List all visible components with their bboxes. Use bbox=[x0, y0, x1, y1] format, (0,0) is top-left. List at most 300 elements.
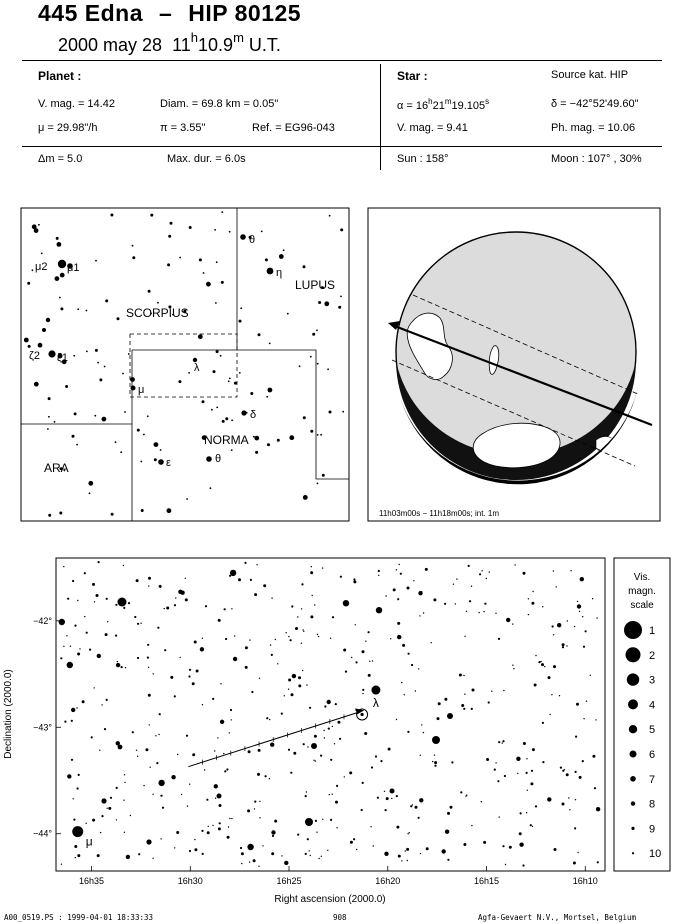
field-star bbox=[48, 416, 50, 418]
field-star bbox=[312, 595, 313, 596]
field-star bbox=[288, 689, 289, 690]
field-star bbox=[317, 363, 319, 365]
field-star bbox=[530, 782, 533, 785]
bright-field-star bbox=[390, 789, 395, 794]
field-star bbox=[450, 806, 453, 809]
field-star bbox=[553, 570, 554, 571]
field-star bbox=[99, 378, 102, 381]
field-star bbox=[411, 664, 413, 666]
field-star bbox=[460, 791, 462, 793]
field-star bbox=[128, 353, 130, 355]
field-star bbox=[192, 753, 195, 756]
max-duration: Max. dur. = 6.0s bbox=[167, 153, 246, 165]
field-star bbox=[219, 804, 222, 807]
field-star bbox=[421, 724, 422, 725]
legend-dot bbox=[632, 852, 634, 854]
star-chart bbox=[3, 558, 605, 905]
bright-star bbox=[240, 234, 246, 240]
field-star bbox=[484, 603, 486, 605]
field-star bbox=[415, 806, 418, 809]
legend-dot bbox=[630, 776, 636, 782]
field-star bbox=[122, 373, 124, 375]
field-star bbox=[568, 797, 569, 798]
label-lambda: λ bbox=[194, 362, 200, 374]
field-star bbox=[258, 333, 261, 336]
bright-field-star bbox=[118, 745, 123, 750]
field-star bbox=[442, 849, 446, 853]
field-star bbox=[534, 684, 537, 687]
bright-field-star bbox=[447, 713, 453, 719]
field-star bbox=[566, 773, 569, 776]
field-star bbox=[138, 853, 140, 855]
field-star bbox=[390, 638, 391, 639]
field-star bbox=[111, 513, 114, 516]
field-star bbox=[268, 388, 273, 393]
field-star bbox=[73, 355, 75, 357]
field-star bbox=[301, 643, 302, 644]
field-star bbox=[582, 616, 583, 617]
field-star bbox=[418, 668, 419, 669]
x-tick-label: 16h30 bbox=[177, 876, 203, 886]
legend-dot bbox=[630, 751, 637, 758]
field-star bbox=[332, 794, 333, 795]
field-star bbox=[345, 671, 347, 673]
field-star bbox=[486, 758, 489, 761]
bright-field-star bbox=[217, 794, 222, 799]
legend-magnitude: 3 bbox=[649, 674, 656, 687]
field-star bbox=[219, 822, 221, 824]
field-star bbox=[309, 707, 311, 709]
field-star bbox=[541, 663, 544, 666]
field-star bbox=[241, 863, 242, 864]
field-star bbox=[419, 615, 420, 616]
field-star bbox=[174, 604, 176, 606]
field-star bbox=[86, 310, 88, 312]
field-star bbox=[318, 858, 319, 859]
bright-star bbox=[46, 318, 50, 322]
field-star bbox=[407, 587, 410, 590]
field-star bbox=[342, 411, 344, 413]
object-name: 445 Edna bbox=[38, 0, 143, 26]
field-star bbox=[275, 639, 276, 640]
field-star bbox=[592, 598, 593, 599]
field-star bbox=[542, 606, 543, 607]
field-star bbox=[145, 748, 148, 751]
field-star bbox=[405, 850, 406, 851]
field-star bbox=[317, 483, 319, 485]
field-star bbox=[91, 736, 93, 738]
field-star bbox=[86, 632, 88, 634]
field-star bbox=[464, 636, 465, 637]
field-star bbox=[371, 766, 373, 768]
field-star bbox=[121, 666, 123, 668]
field-star bbox=[317, 434, 319, 436]
field-star bbox=[444, 603, 446, 605]
field-star bbox=[463, 675, 464, 676]
field-star bbox=[303, 416, 306, 419]
field-star bbox=[116, 663, 120, 667]
field-star bbox=[520, 812, 522, 814]
field-star bbox=[187, 805, 188, 806]
field-star bbox=[332, 616, 334, 618]
field-star bbox=[32, 224, 37, 229]
field-star bbox=[577, 852, 578, 853]
field-star bbox=[250, 579, 252, 581]
star-chart-frame bbox=[56, 558, 605, 871]
field-star bbox=[231, 818, 232, 819]
field-star bbox=[368, 674, 371, 677]
planet-motion: μ = 29.98"/h bbox=[38, 122, 98, 134]
field-star bbox=[343, 600, 349, 606]
field-star bbox=[70, 646, 71, 647]
field-star bbox=[225, 638, 227, 640]
field-star bbox=[97, 362, 99, 364]
field-star bbox=[322, 474, 325, 477]
field-star bbox=[314, 735, 317, 738]
field-star bbox=[214, 229, 216, 231]
field-star bbox=[362, 693, 363, 694]
legend-magnitude: 7 bbox=[649, 773, 656, 786]
field-star bbox=[393, 588, 396, 591]
field-star bbox=[586, 701, 587, 702]
field-star bbox=[421, 591, 422, 592]
field-star bbox=[322, 819, 323, 820]
field-star bbox=[269, 778, 270, 779]
field-star bbox=[238, 578, 241, 581]
field-star bbox=[57, 242, 62, 247]
field-star bbox=[299, 365, 301, 367]
field-star bbox=[180, 657, 181, 658]
field-star bbox=[562, 803, 565, 806]
field-star bbox=[327, 700, 331, 704]
field-star bbox=[281, 855, 282, 856]
field-star bbox=[150, 767, 151, 768]
field-star bbox=[324, 301, 329, 306]
field-star bbox=[257, 773, 260, 776]
field-star bbox=[149, 724, 150, 725]
y-tick-label: −42° bbox=[33, 615, 52, 626]
field-star bbox=[372, 660, 373, 661]
field-star bbox=[156, 762, 158, 764]
field-star bbox=[523, 742, 526, 745]
field-star bbox=[283, 249, 285, 251]
field-star bbox=[431, 642, 432, 643]
field-star bbox=[542, 722, 544, 724]
field-star bbox=[401, 860, 402, 861]
field-star bbox=[409, 832, 410, 833]
field-star bbox=[159, 713, 161, 715]
field-star bbox=[158, 734, 159, 735]
field-star bbox=[311, 566, 312, 567]
field-star bbox=[305, 795, 307, 797]
field-star bbox=[188, 675, 190, 677]
field-star bbox=[199, 258, 202, 261]
field-star bbox=[552, 625, 554, 627]
field-star bbox=[155, 735, 156, 736]
field-star bbox=[140, 461, 142, 463]
field-star bbox=[224, 770, 226, 772]
field-star bbox=[166, 607, 169, 610]
field-star bbox=[116, 787, 118, 789]
field-star bbox=[231, 719, 232, 720]
field-star bbox=[557, 623, 561, 627]
field-star bbox=[201, 830, 203, 832]
field-star bbox=[99, 750, 100, 751]
field-star bbox=[272, 835, 274, 837]
field-star bbox=[269, 719, 270, 720]
field-star bbox=[206, 282, 211, 287]
field-star bbox=[24, 338, 29, 343]
field-star bbox=[321, 856, 322, 857]
field-star bbox=[271, 654, 273, 656]
footer-company: Agfa-Gevaert N.V., Mortsel, Belgium bbox=[478, 913, 637, 922]
field-star bbox=[459, 674, 462, 677]
field-star bbox=[186, 735, 188, 737]
field-star bbox=[117, 317, 120, 320]
event-minutes: 10.9 bbox=[198, 35, 234, 55]
field-star bbox=[466, 794, 467, 795]
field-star bbox=[115, 604, 117, 606]
field-star bbox=[290, 639, 292, 641]
field-star bbox=[575, 771, 577, 773]
labeled-star bbox=[371, 686, 380, 695]
field-star bbox=[306, 684, 307, 685]
field-star bbox=[234, 635, 235, 636]
field-star bbox=[535, 655, 536, 656]
field-star bbox=[162, 807, 164, 809]
field-star bbox=[463, 843, 466, 846]
field-star bbox=[74, 845, 77, 848]
field-star bbox=[143, 785, 144, 786]
field-star bbox=[175, 597, 176, 598]
field-star bbox=[471, 825, 472, 826]
field-star bbox=[377, 797, 379, 799]
field-star bbox=[585, 630, 587, 632]
field-star bbox=[218, 619, 221, 622]
field-star bbox=[335, 801, 338, 804]
sun-elongation: Sun : 158° bbox=[397, 153, 449, 165]
planet-vmag: V. mag. = 14.42 bbox=[38, 98, 115, 110]
field-star bbox=[437, 717, 440, 720]
field-star bbox=[274, 820, 277, 823]
field-star bbox=[469, 600, 471, 602]
ra-hours: α = 16 bbox=[397, 100, 429, 112]
field-star bbox=[72, 580, 74, 582]
field-star bbox=[101, 815, 103, 817]
field-star bbox=[84, 616, 85, 617]
label-scorpius: SCORPIUS bbox=[126, 306, 189, 320]
field-star bbox=[100, 832, 101, 833]
field-star bbox=[502, 742, 503, 743]
field-star bbox=[575, 799, 576, 800]
field-star bbox=[124, 782, 125, 783]
field-star bbox=[368, 631, 370, 633]
field-star bbox=[438, 702, 441, 705]
field-star bbox=[566, 645, 567, 646]
field-star bbox=[202, 400, 205, 403]
field-star bbox=[269, 343, 271, 345]
field-star bbox=[434, 754, 435, 755]
field-star bbox=[47, 428, 49, 430]
field-star bbox=[216, 407, 218, 409]
field-star bbox=[594, 787, 596, 789]
field-star bbox=[369, 661, 370, 662]
field-star bbox=[583, 646, 585, 648]
field-star bbox=[410, 805, 412, 807]
field-star bbox=[152, 858, 153, 859]
field-star bbox=[556, 586, 557, 587]
field-star bbox=[140, 623, 141, 624]
field-star bbox=[398, 855, 401, 858]
ra-hour-unit: h bbox=[428, 97, 433, 106]
field-star bbox=[207, 831, 210, 834]
hour-unit: h bbox=[190, 30, 199, 45]
field-star bbox=[266, 717, 268, 719]
field-star bbox=[96, 594, 99, 597]
field-star bbox=[92, 819, 95, 822]
field-star bbox=[157, 627, 159, 629]
legend-title-2: magn. bbox=[628, 586, 656, 597]
field-star bbox=[189, 669, 191, 671]
field-star bbox=[136, 579, 139, 582]
field-star bbox=[147, 644, 149, 646]
field-star bbox=[204, 769, 205, 770]
field-star bbox=[399, 564, 400, 565]
field-star bbox=[74, 412, 77, 415]
bright-field-star bbox=[146, 839, 151, 844]
field-star bbox=[489, 571, 490, 572]
label-zeta1: ζ1 bbox=[57, 352, 68, 364]
field-star bbox=[239, 320, 242, 323]
field-star bbox=[420, 853, 421, 854]
field-star bbox=[303, 265, 306, 268]
field-star bbox=[334, 743, 335, 744]
field-star bbox=[286, 632, 287, 633]
field-star bbox=[157, 302, 159, 304]
field-star bbox=[353, 838, 355, 840]
field-star bbox=[595, 719, 596, 720]
field-star bbox=[293, 752, 296, 755]
field-star bbox=[423, 732, 424, 733]
field-star bbox=[249, 861, 250, 862]
field-star bbox=[461, 704, 464, 707]
field-star bbox=[397, 598, 399, 600]
field-star bbox=[314, 604, 315, 605]
field-star bbox=[218, 827, 221, 830]
field-star bbox=[332, 726, 333, 727]
field-star bbox=[217, 737, 218, 738]
field-star bbox=[171, 775, 175, 779]
field-star bbox=[206, 799, 208, 801]
field-star bbox=[229, 231, 231, 233]
field-star bbox=[88, 481, 93, 486]
field-star bbox=[120, 451, 122, 453]
field-star bbox=[126, 855, 130, 859]
field-star bbox=[134, 616, 136, 618]
field-star bbox=[420, 755, 421, 756]
field-star bbox=[203, 272, 205, 274]
field-star bbox=[59, 619, 65, 625]
field-star bbox=[259, 801, 260, 802]
field-star bbox=[353, 578, 355, 580]
field-star bbox=[79, 648, 80, 649]
field-star bbox=[322, 567, 323, 568]
field-star bbox=[160, 449, 162, 451]
field-star bbox=[560, 767, 562, 769]
field-star bbox=[404, 694, 405, 695]
field-star bbox=[244, 562, 246, 564]
field-star bbox=[48, 514, 51, 517]
field-star bbox=[290, 772, 292, 774]
field-star bbox=[384, 852, 388, 856]
field-star bbox=[516, 757, 520, 761]
field-star bbox=[77, 308, 79, 310]
field-star bbox=[266, 396, 268, 398]
field-star bbox=[220, 355, 222, 357]
field-star bbox=[67, 774, 71, 778]
field-star bbox=[579, 776, 582, 779]
field-star bbox=[396, 719, 397, 720]
field-star bbox=[433, 598, 436, 601]
field-star bbox=[526, 812, 527, 813]
field-star bbox=[340, 228, 343, 231]
event-date: 2000 may 28 bbox=[58, 35, 163, 55]
bright-field-star bbox=[101, 798, 106, 803]
field-star bbox=[66, 635, 67, 636]
field-star bbox=[254, 436, 259, 441]
field-star bbox=[388, 748, 391, 751]
field-star bbox=[413, 580, 414, 581]
field-star bbox=[137, 756, 138, 757]
field-star bbox=[160, 795, 162, 797]
field-star bbox=[136, 750, 137, 751]
field-star bbox=[167, 263, 170, 266]
field-star bbox=[221, 211, 223, 213]
field-star bbox=[298, 676, 301, 679]
field-star bbox=[124, 774, 125, 775]
field-star bbox=[298, 684, 301, 687]
field-star bbox=[302, 629, 303, 630]
field-star bbox=[528, 614, 529, 615]
field-star bbox=[336, 827, 337, 828]
label-mu1: μ1 bbox=[67, 262, 80, 274]
x-tick-label: 16h15 bbox=[473, 876, 500, 886]
field-star bbox=[328, 728, 330, 730]
field-star bbox=[254, 808, 255, 809]
field-star bbox=[336, 785, 338, 787]
field-star bbox=[495, 762, 496, 763]
field-star bbox=[170, 222, 173, 225]
field-star bbox=[94, 687, 95, 688]
x-tick-label: 16h10 bbox=[572, 876, 598, 886]
field-star bbox=[132, 245, 134, 247]
field-star bbox=[315, 820, 317, 822]
field-star bbox=[194, 839, 195, 840]
field-star bbox=[123, 565, 124, 566]
field-star bbox=[148, 585, 149, 586]
field-star bbox=[245, 666, 248, 669]
field-star bbox=[355, 661, 357, 663]
field-star bbox=[150, 214, 153, 217]
field-star bbox=[330, 638, 331, 639]
field-star bbox=[301, 583, 303, 585]
field-star bbox=[192, 682, 195, 685]
field-star bbox=[434, 761, 437, 764]
magnitude-legend bbox=[614, 558, 670, 871]
bright-star bbox=[131, 386, 136, 391]
field-star bbox=[509, 846, 512, 849]
y-tick-label: −44° bbox=[33, 828, 52, 839]
